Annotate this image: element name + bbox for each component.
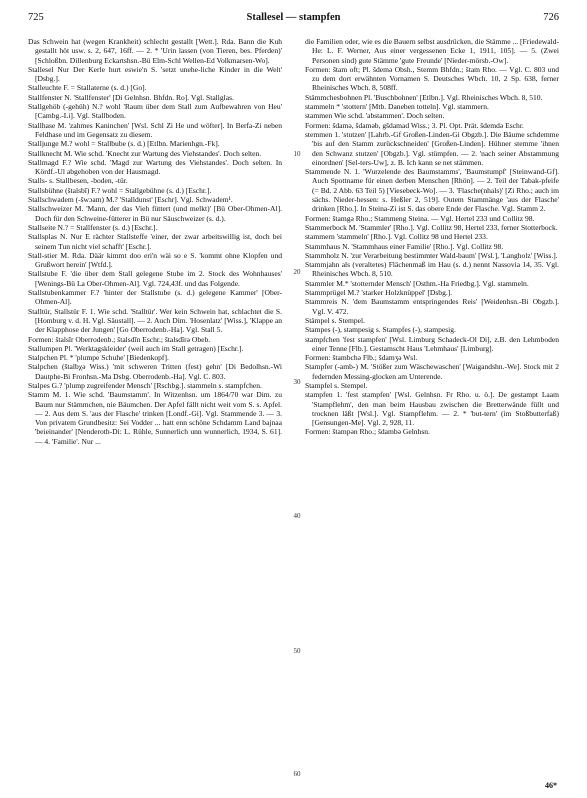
entry: Stallstubenkammer F.? 'hinter der Stallstube (s. d.) gelegene Kammer' [Ober-Ohmen-Al]. [28,288,282,307]
right-column [305,37,559,789]
page-number-right: 726 [543,12,559,23]
entry: Stallseite N.? = Stallfenster (s. d.) [Eschr.]. [28,222,158,232]
line-number: 20 [293,268,301,276]
entry: Stallschwadem (-šwɔam) M.? 'Stalldunst' [Eschr]. Vgl. Schwadem¹. [28,195,233,205]
entry: stammern 'stammeln' [Rho.]. Vgl. Collitz 98 und Hertel 233. [305,232,488,242]
entry: Stallstube F. 'die über dem Stall gelegene Stube im 2. Stock des Wohnhauses' [Wenings-Bü La Ober-Ohmen-Al]. Vgl. 724,43f. und das Folgende. [28,269,282,288]
entry: Stallschweizer M. 'Mann, der das Vieh füttert (und melkt)' [Bü Ober-Ohmen-Al]. Doch für den Schweine-fütterer in Bü nur Säuschweizer (s. d.). [28,204,282,223]
line-number: 50 [293,647,301,655]
entry: Stalltür, Stallstür F. 1. Wie schd. 'Stalltür'. Wer kein Schwein hat, schlachtet die S. [Homburg v. d. H. Vgl. Säustall]. — 2. Auch Dim. 'Hosenlatz' [Wiss.], 'Klappe an der Klapphose der Jungen' [Go Oberrodenb.-Ha]. Vgl. Stall 5. [28,306,282,335]
entry: Stämpel s. Stempel. [305,315,365,325]
forms-note: Formen: štampən Rho.; šdambə Gelnhsn. [305,427,430,437]
entry: stemmen 1. 'stutzen' [Lahrb.-Gf Großen-Linden-Gi Obgzb.]. Die Bäume schdemme 'bis auf den Stamm zurückschneiden' [Großen-Linden]. Hühner stemme 'ihnen den Schwanz stutzen' [Obgzb.]. Vgl. stümpfen. — 2. 'nach seiner Abstammung einordnen' [Sel-ters-Uw], z. B. Ich kann se net stämmen. [305,129,559,167]
entry: Stammprügel M.? 'starker Holzknüppel' [Dsbg.]. [305,288,453,298]
line-number: 40 [293,512,301,520]
line-number: 10 [293,150,301,158]
line-number: 60 [293,770,301,778]
page-number-left: 725 [28,12,44,23]
signature-mark: 46* [545,781,557,790]
entry: Stammreis N. 'dem Baumstamm entspringendes Reis' [Weidenhsn.-Bi Obgzb.]. Vgl. V. 472. [305,297,559,316]
entry: die Familien oder, wie es die Bauern selbst ausdrücken, die Stämme ... [Friedewald-He: L. F. Werner, Aus einer vergessenen Ecke 1, 1911, 105]. — 5. (Zwei Personen sind) gute Stämme 'gute Freunde' [Nieder-mörsb.-Ow]. [305,37,559,65]
entry: stammen Wie schd. 'abstammen'. Doch selten. [305,111,445,121]
entry: Stalls- s. Stallbesen, -boden, -tür. [28,176,128,186]
entry: Stalljunge M.? wohl = Stallbube (s. d.) [Etlbn. Marienhgn.-Fk]. [28,139,220,149]
entry: Stallsbühne (štalsbī) F.? wohl = Stallgebühne (s. d.) [Eschr.]. [28,185,212,195]
entry: Stall-stier M. Rda. Däär kimmt doo eri'n wäi so e S. 'kommt ohne Klopfen und Grußwort herein' [Wtfd.]. [28,250,282,270]
left-column [28,37,282,785]
entry: Stallhase M. 'zahmes Kaninchen' [Wsl. Schl Zi He und wöfter]. In Berfa-Zi neben Feldhase und im Gegensatz zu diesem. [28,120,282,139]
forms-note: Formen: štamgə Rho.; Stammeng Steina. — Vgl. Hertel 233 und Collitz 98. [305,213,535,223]
entry: Stalpes G.? 'plump zugreifender Mensch' [Rschbg.]. stammeln s. stampfchen. [28,380,262,390]
entry: Stamm M. 1. Wie schd. 'Baumstamm'. In Witzenhsn. um 1864/70 war Dim. zu Baum nur Stämmchen, nie Bäumchen. Der Apfel fällt nicht weit vom S. s. Apfel. — 2. Aus dem S. 'aus der Flasche' trinken [Londf.-Gi]. Vgl. Stammende 3. — 3. Von privatem Grundbesitz: Sei Vodder ... hatt enn schöne Schdamm Land bajnaa 'beieinander' [Nenderoth-Di: L. Rühle, Sunnerlich unn wunnerlich, 1934, S. 61]. — 4. 'Familie'. Nur ... [28,390,282,446]
forms-note: Formen: štambchə Flb.; šdamʒə Wsl. [305,353,418,363]
entry: Stallknecht M. Wie schd. 'Knecht zur Wartung des Viehstandes'. Doch selten. [28,148,262,158]
entry: Stalpchen (štalbχə Wiss.) 'mit schweren Tritten (fest) gehn' [Di Bedolhsn.-Wi Dautphe-Bi Fronhsn.-Ma Dsbg. Oberrodenb.-Ha]. Vgl. C. 803. [28,362,282,381]
entry: stampfchen 'fest stampfen' [Wsl. Limburg Schadeck-Ol Di], z.B. den Lehmboden einer Tenne [Flb.]. Gestamscht Haus 'Lehmhaus' [Limburg]. [305,334,559,353]
forms-note: Formen: šdamə, šdaməb, gšdamad Wiss.; 3. Pl. Opt. Prät. šdemdə Eschr. [305,120,524,130]
entry: Stallsplas N. Nur E rächter Stallsteffe 'einer, der zwar arbeitswillig ist, doch bei seinem Tun nicht viel schafft' [Eschr.]. [28,232,282,251]
entry: Stallfenster N. 'Stallfenster' [Di Gelnhsn. Bhfdn. Ro]. Vgl. Stallglas. [28,92,234,102]
entry: Stammende N. 1. 'Wurzelende des Baumstamms', 'Baumstumpf' [Steinwand-Gf]. Auch Spottname für einen derben Menschen [Rhön]. — 2. Teil der Tabak-pfeife (= Bd. 2 Abb. 63 Teil 5) [Viesebeck-Wo]. — 3. 'Flasche(nhals)' [Zi Rho.; auch im sächs. Nieder-hessen: s. Heßler 2, 519]. Outem Stammänge 'aus der Flasche' drinken [Rho.]. In Steina-Zi ist S. das obere Ende der Flasche. Vgl. Stamm 2. [305,167,559,214]
entry: Stammhaus N. 'Stammhaus einer Familie' [Rho.]. Vgl. Collitz 98. [305,241,504,251]
entry: Stallumpen Pl. 'Werktagskleider' (weil auch im Stall getragen) [Eschr.]. [28,343,244,353]
forms-note: Formen: štalsīr Oberrodenb.; štalsdīn Eschr.; štalsdīrə Obeb. [28,334,211,344]
entry: Stalleuchte F. = Stallaterne (s. d.) [Go]. [28,83,147,93]
running-header [28,12,559,26]
entry: Stampfel s. Stempel. [305,380,368,390]
entry: stammeln * 'stottern' [Mtb. Daneben totteln]. Vgl. stammern. [305,102,489,112]
entry: Stammerbock M. 'Stammler' [Rho.]. Vgl. Collitz 98, Hertel 233, ferner Stotterbock. [305,222,558,232]
line-number: 30 [293,378,301,386]
entry: Stalpchen Pl. * 'plumpe Schuhe' [Biedenkopf]. [28,353,169,363]
entry: Stammholz N. 'zur Verarbeitung bestimmter Wald-baum' [Wsl.], 'Langholz' [Wiss.]. [305,250,558,260]
entry: Stämmchesbohnen Pl. 'Buschbohnen' [Etlbn.]. Vgl. Rheinisches Wbch. 8, 510. [305,92,543,102]
entry: Stammjahn als (veraltetes) Flächenmaß im Hau (s. d.) nennt Nassovia 14, 35. Vgl. Rheinisches Wbch. 8, 510. [305,260,559,279]
forms-note: Formen: štam oft; Pl. šdemə Obsh., Stemm Bhfdn.; štam Rho. — Vgl. C. 803 und zu dem dort erwähnten Vornamen S. Deutsches Wbch. 10, 2 Sp. 638, ferner Rheinisches Wbch. 8, 508ff. [305,64,559,93]
running-title: Stallesel — stampfen [246,12,341,23]
entry: Stammler M.* 'stotternder Mensch' [Osthm.-Ha Friedbg.]. Vgl. stammeln. [305,278,529,288]
entry: Das Schwein hat (wegen Krankheit) schlecht gestallt [Wett.]. Rda. Bann die Kuh gestallt höt usw. s. 2, 647, 16ff. — 2. * 'Urin lassen (von Tieren, bes. Pferden)' [Schloßbn. Dillenburg Eckartshsn.-Bü Elm-Schl Wellen-Ed Volkmarsen-Wo]. [28,37,282,65]
entry: stampfen 1. 'fest stampfen' [Wsl. Gelnhsn. Fr Rho. u. ö.]. De gestampt Laam 'Stampflehm', den man beim Hausbau zwischen die Bretterwände füllt und trocknen läßt [Wsl.]. Vgl. Stampflehm. — 2. * 'but-tern' (im Stoßbutterfaß) [Gensungen-Me]. Vgl. 2, 928, 11. [305,390,559,428]
entry: Stampes (-), stampesig s. Stampfes (-), stampesig. [305,325,456,335]
entry: Stallmagd F.? Wie schd. 'Magd zur Wartung des Viehstandes'. Doch selten. In Kördf.-Ul abgehoben von der Hausmagd. [28,157,282,177]
entry: Stallesel Nur Der Kerle hurt eswie'n S. 'setzt unehe-liche Kinder in die Welt' [Dsbg.]. [28,64,282,84]
entry: Stallgehöb (-gehüh) N.? wohl 'Raum über dem Stall zum Aufbewahren von Heu' [Cambg.-Li]. Vgl. Stallboden. [28,102,282,121]
entry: Stampfer (-amb-) M. 'Stößer zum Wäschewaschen' [Waigandshn.-We]. Stock mit 2 federnden Messing-glocken am Unterende. [305,362,559,381]
